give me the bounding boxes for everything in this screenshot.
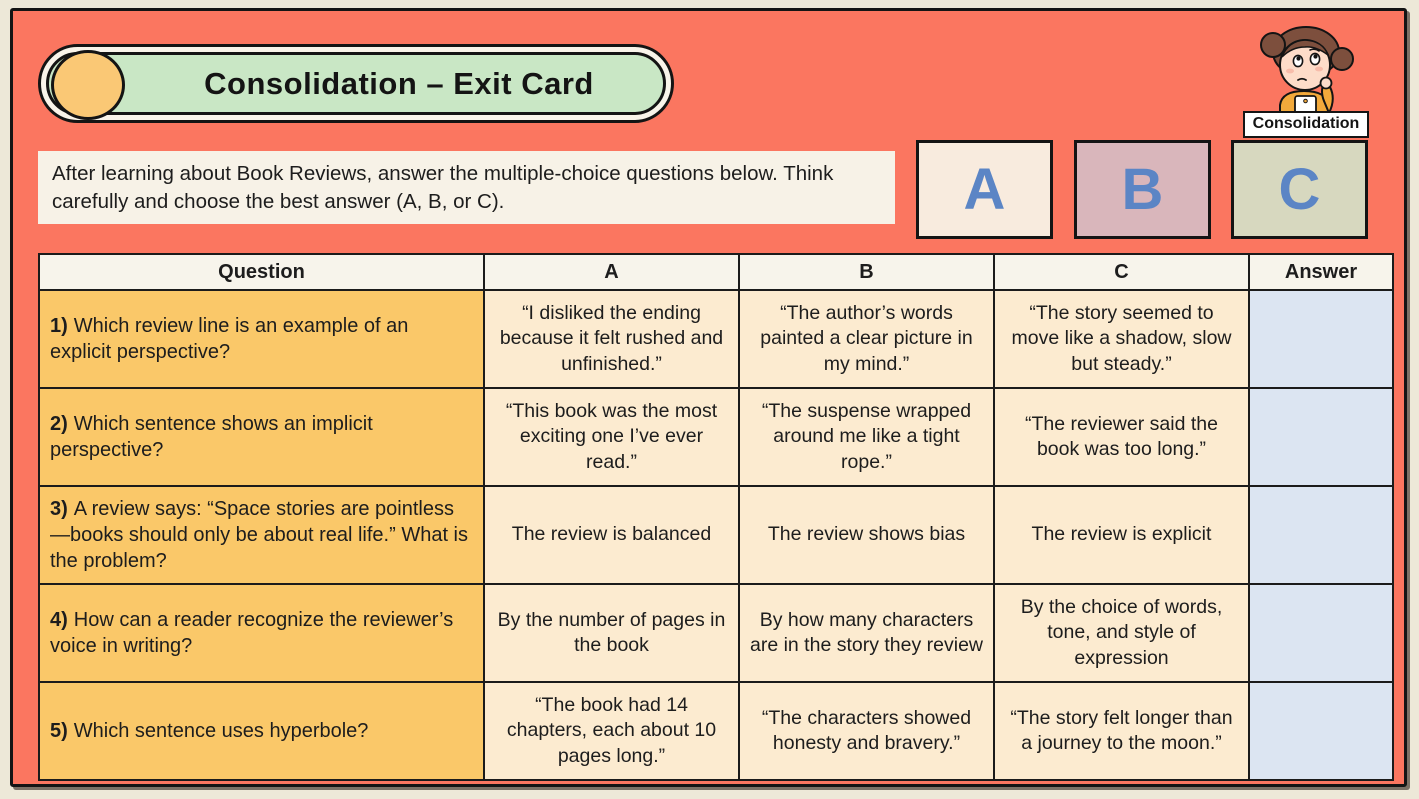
question-number: 5): [50, 720, 68, 742]
option-c-cell-5: “The story felt longer than a journey to the moon.”: [994, 682, 1249, 780]
option-a-cell-1: “I disliked the ending because it felt rushed and unfinished.”: [484, 290, 739, 388]
thinking-girl-illustration: [1246, 19, 1366, 115]
letter-a: A: [963, 157, 1006, 222]
option-a-cell-2: “This book was the most exciting one I’ve ever read.”: [484, 388, 739, 486]
option-c-cell-2: “The reviewer said the book was too long.”: [994, 388, 1249, 486]
character-badge: [1240, 19, 1372, 138]
table-row: [39, 388, 1393, 486]
header-question: Question: [39, 254, 484, 290]
page-title: Consolidation – Exit Card: [204, 65, 594, 101]
letter-b: B: [1121, 157, 1164, 222]
option-a-cell-5: “The book had 14 chapters, each about 10 pages long.”: [484, 682, 739, 780]
answer-cell-4[interactable]: [1249, 584, 1393, 682]
answer-cell-2[interactable]: [1249, 388, 1393, 486]
table-header-row: [39, 254, 1393, 290]
question-number: 3): [50, 498, 68, 520]
header-a: A: [484, 254, 739, 290]
question-number: 4): [50, 609, 68, 631]
instructions-box: [38, 151, 895, 224]
table-row: [39, 486, 1393, 584]
question-text: A review says: “Space stories are pointless—books should only be about real life.” What is the problem?: [50, 498, 468, 572]
question-number: 1): [50, 315, 68, 337]
option-b-cell-4: By how many characters are in the story they review: [739, 584, 994, 682]
title-circle-decoration: [51, 50, 125, 120]
question-text: Which sentence uses hyperbole?: [73, 720, 369, 742]
question-cell-4: [39, 584, 484, 682]
option-c-cell-4: By the choice of words, tone, and style of expression: [994, 584, 1249, 682]
quiz-table: [38, 253, 1394, 781]
header-answer: Answer: [1249, 254, 1393, 290]
header-b: B: [739, 254, 994, 290]
letter-card-b: [1074, 140, 1211, 239]
answer-cell-5[interactable]: [1249, 682, 1393, 780]
question-text: How can a reader recognize the reviewer’s voice in writing?: [50, 609, 454, 657]
letter-c: C: [1278, 157, 1321, 222]
option-b-cell-3: The review shows bias: [739, 486, 994, 584]
option-b-cell-2: “The suspense wrapped around me like a tight rope.”: [739, 388, 994, 486]
option-c-cell-3: The review is explicit: [994, 486, 1249, 584]
table-row: [39, 584, 1393, 682]
header-c: C: [994, 254, 1249, 290]
question-number: 2): [50, 413, 68, 435]
question-cell-1: [39, 290, 484, 388]
question-cell-3: [39, 486, 484, 584]
option-a-cell-3: The review is balanced: [484, 486, 739, 584]
question-cell-5: [39, 682, 484, 780]
answer-cell-1[interactable]: [1249, 290, 1393, 388]
option-b-cell-5: “The characters showed honesty and bravery.”: [739, 682, 994, 780]
slide-frame: [10, 8, 1407, 787]
option-a-cell-4: By the number of pages in the book: [484, 584, 739, 682]
letter-card-c: [1231, 140, 1368, 239]
table-row: [39, 290, 1393, 388]
character-label: Consolidation: [1243, 111, 1369, 138]
option-b-cell-1: “The author’s words painted a clear picture in my mind.”: [739, 290, 994, 388]
title-banner: [38, 44, 674, 123]
question-text: Which sentence shows an implicit perspective?: [50, 413, 373, 461]
title-banner-inner: [46, 52, 666, 115]
letter-card-a: [916, 140, 1053, 239]
question-text: Which review line is an example of an explicit perspective?: [50, 315, 409, 363]
answer-cell-3[interactable]: [1249, 486, 1393, 584]
question-cell-2: [39, 388, 484, 486]
instructions-text: After learning about Book Reviews, answer the multiple-choice questions below. Think carefully and choose the best answer (A, B, or C).: [52, 162, 834, 213]
table-row: [39, 682, 1393, 780]
option-c-cell-1: “The story seemed to move like a shadow, slow but steady.”: [994, 290, 1249, 388]
